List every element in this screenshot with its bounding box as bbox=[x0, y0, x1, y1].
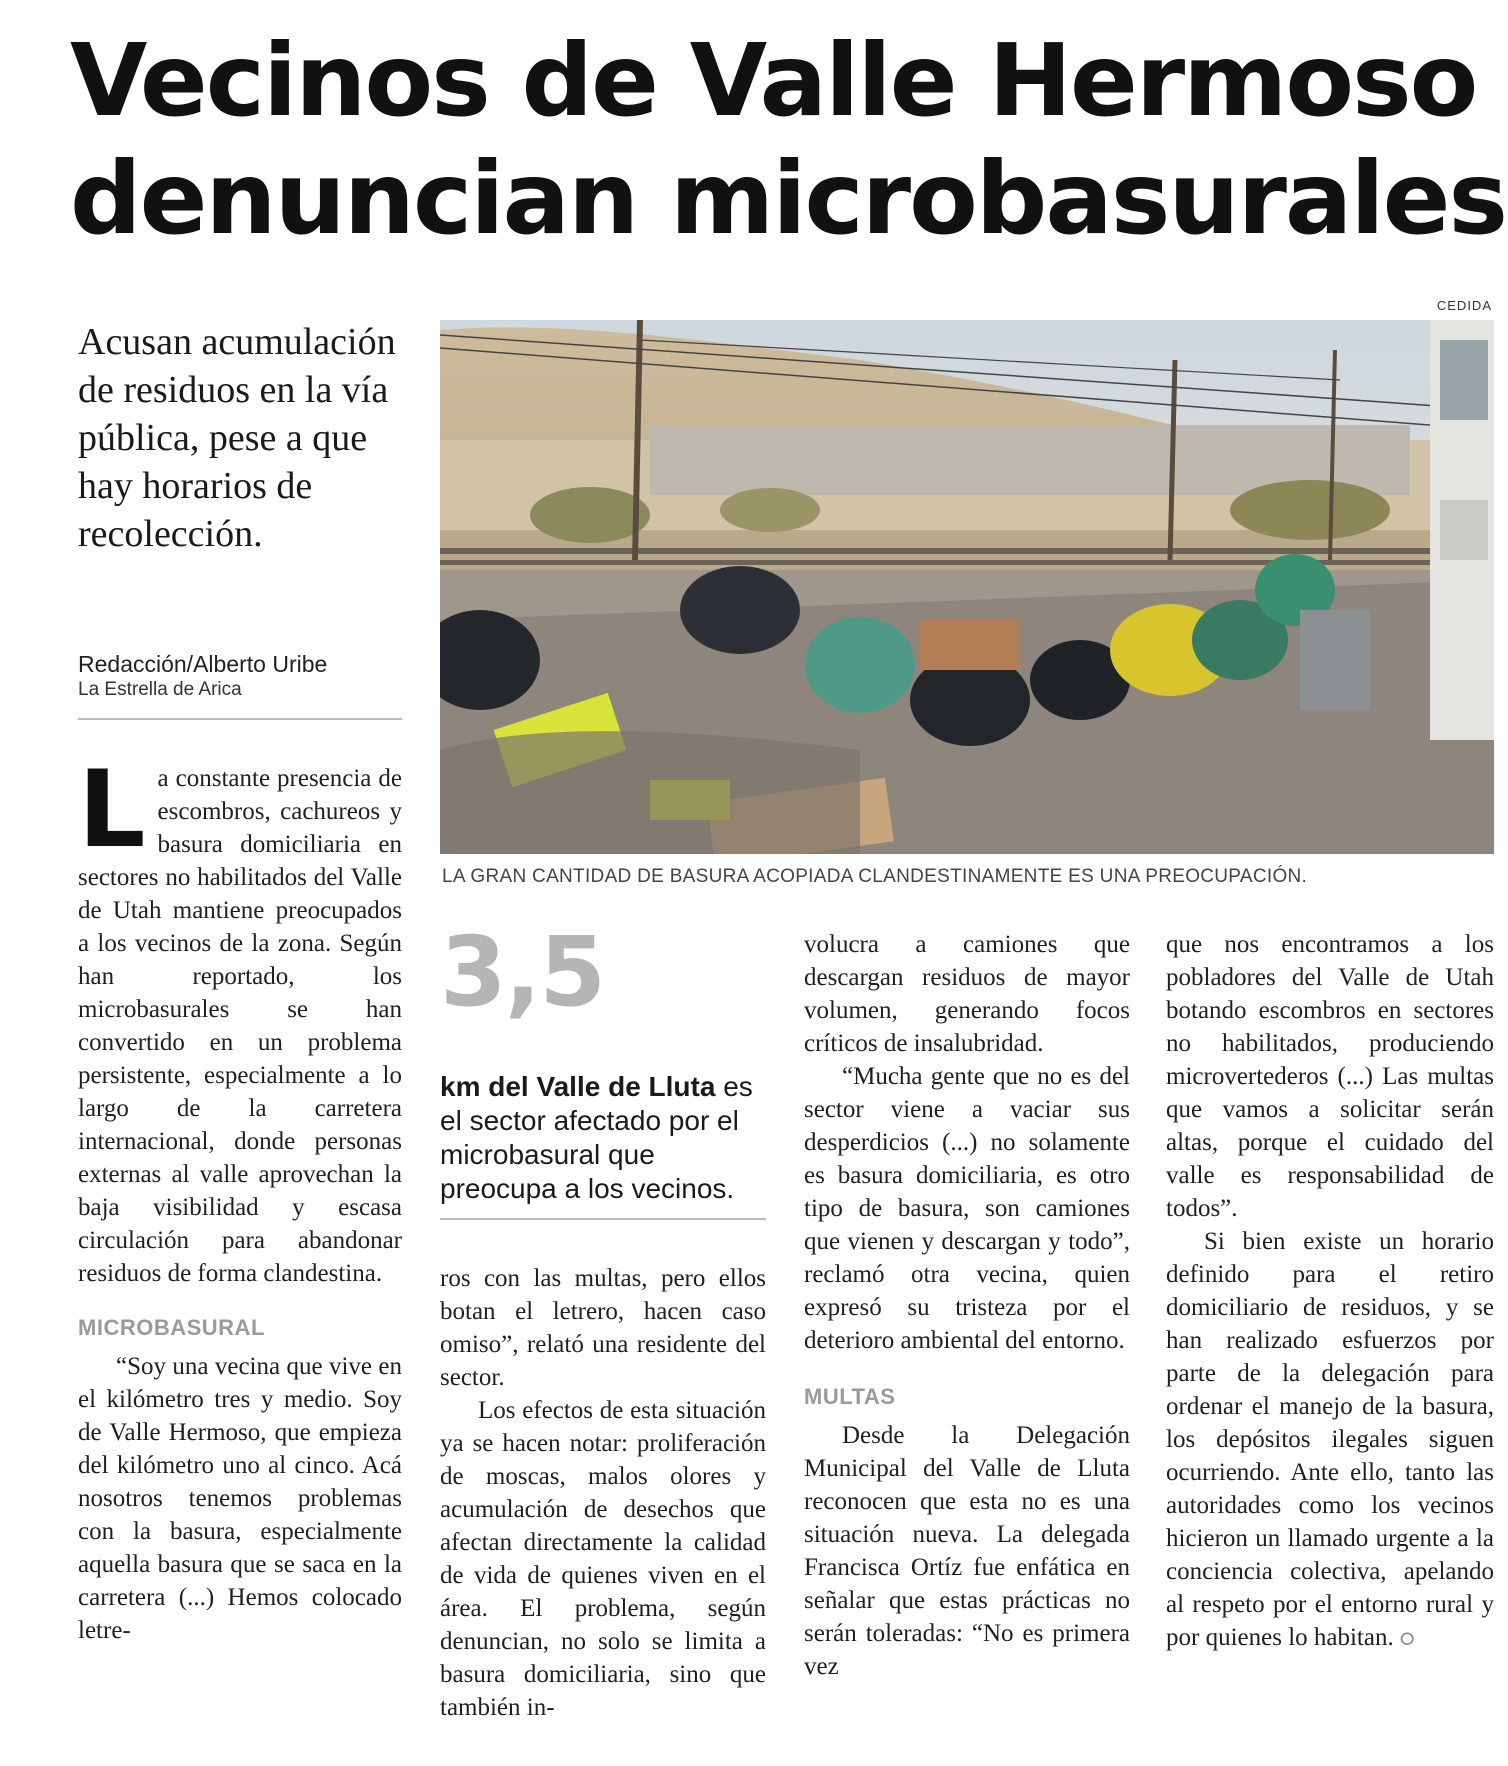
paragraph-closing bbox=[1166, 1225, 1494, 1656]
headline-line-1: Vecinos de Valle Hermoso bbox=[70, 22, 1477, 139]
fact-number: 3,5 bbox=[440, 916, 605, 1028]
paragraph-delegation: Desde la Delegación Municipal del Valle de Lluta reconocen que esta no es una situación nueva. La delegada Francisca Ortíz fue enfática en señalar que estas prácticas no serán toleradas: “No es primera vez bbox=[804, 1422, 1130, 1680]
article-column-1 bbox=[78, 748, 402, 1647]
paragraph-quote-2: “Mucha gente que no es del sector viene a vaciar sus desperdicios (...) no solamente es basura domiciliaria, es otro tipo de basura, son camiones que vienen y descargan y todo”, reclamó otra vecina, quien expresó su tristeza por el deterioro ambiental del entorno. bbox=[804, 1063, 1130, 1354]
fact-text bbox=[440, 1070, 766, 1206]
article-column-4 bbox=[1166, 928, 1494, 1656]
deck-summary: Acusan acumulación de residuos en la vía pública, pese a que hay horarios de recolección. bbox=[78, 321, 396, 555]
article-column-2 bbox=[440, 1262, 766, 1724]
subhead-multas: MULTAS bbox=[804, 1384, 896, 1409]
headline-line-2: denuncian microbasurales bbox=[70, 140, 1506, 257]
subhead-microbasural: MICROBASURAL bbox=[78, 1315, 265, 1340]
news-photo bbox=[440, 320, 1494, 854]
paragraph-intro bbox=[78, 748, 402, 1290]
fact-box bbox=[440, 916, 766, 1206]
fact-text-rest: es el sector afectado por el microbasural que preocupa a los vecinos. bbox=[440, 1071, 753, 1204]
photo-credit: CEDIDA bbox=[1436, 298, 1492, 313]
garbage-scene-illustration bbox=[440, 320, 1494, 854]
paragraph-quote-1: “Soy una vecina que vive en el kilómetro tres y medio. Soy de Valle Hermoso, que empieza del kilómetro uno al cinco. Acá nosotros tenemos problemas con la basura, especialmente aquella basura que se saca en la carretera (...) Hemos colocado letre- bbox=[78, 1353, 402, 1644]
paragraph-effects: Los efectos de esta situación ya se hacen notar: proliferación de moscas, malos olores y acumulación de desechos que afectan directamente la calidad de vida de quienes viven en el área. El problema, según denuncian, no solo se limita a basura domiciliaria, sino que también in- bbox=[440, 1397, 766, 1721]
paragraph-intro-text: a constante presencia de escombros, cachureos y basura domiciliaria en sectores no habilitados del Valle de Utah mantiene preocupados a los vecinos de la zona. Según han reportado, los microbasurales se han convertido en un problema persistente, especialmente a lo largo de la carretera internacional, donde personas externas al valle aprovechan la baja visibilidad y escasa circulación para abandonar residuos de forma clandestina. bbox=[78, 765, 402, 1287]
headline bbox=[70, 22, 1506, 258]
paragraph-quote-3: que nos encontramos a los pobladores del Valle de Utah botando escombros en sectores no habilitados, produciendo microvertederos (...) Las multas que vamos a solicitar serán altas, porque el cuidado del valle es responsabilidad de todos”. bbox=[1166, 931, 1494, 1222]
paragraph-continued: ros con las multas, pero ellos botan el letrero, hacen caso omiso”, relató una residente del sector. bbox=[440, 1265, 766, 1391]
drop-cap: L bbox=[78, 748, 146, 871]
article-column-3 bbox=[804, 928, 1130, 1683]
divider-left bbox=[78, 718, 402, 720]
end-mark-icon: ⭘ bbox=[1399, 1629, 1415, 1650]
paragraph-continued-2: volucra a camiones que descargan residuos de mayor volumen, generando focos críticos de insalubridad. bbox=[804, 931, 1130, 1057]
paragraph-closing-text: Si bien existe un horario definido para el retiro domiciliario de residuos, y se han realizado esfuerzos por parte de la delegación para ordenar el manejo de la basura, los depósitos ilegales siguen ocurriendo. Ante ello, tanto las autoridades como los vecinos hicieron un llamado urgente a la conciencia colectiva, apelando al respeto por el entorno rural y por quienes lo habitan. bbox=[1166, 1228, 1494, 1651]
fact-text-bold: km del Valle de Lluta bbox=[440, 1071, 716, 1102]
byline-author: Redacción/Alberto Uribe bbox=[78, 651, 328, 677]
byline bbox=[78, 650, 402, 702]
byline-outlet: La Estrella de Arica bbox=[78, 679, 242, 700]
photo-caption: LA GRAN CANTIDAD DE BASURA ACOPIADA CLANDESTINAMENTE ES UNA PREOCUPACIÓN. bbox=[442, 866, 1308, 887]
divider-fact bbox=[440, 1218, 766, 1220]
